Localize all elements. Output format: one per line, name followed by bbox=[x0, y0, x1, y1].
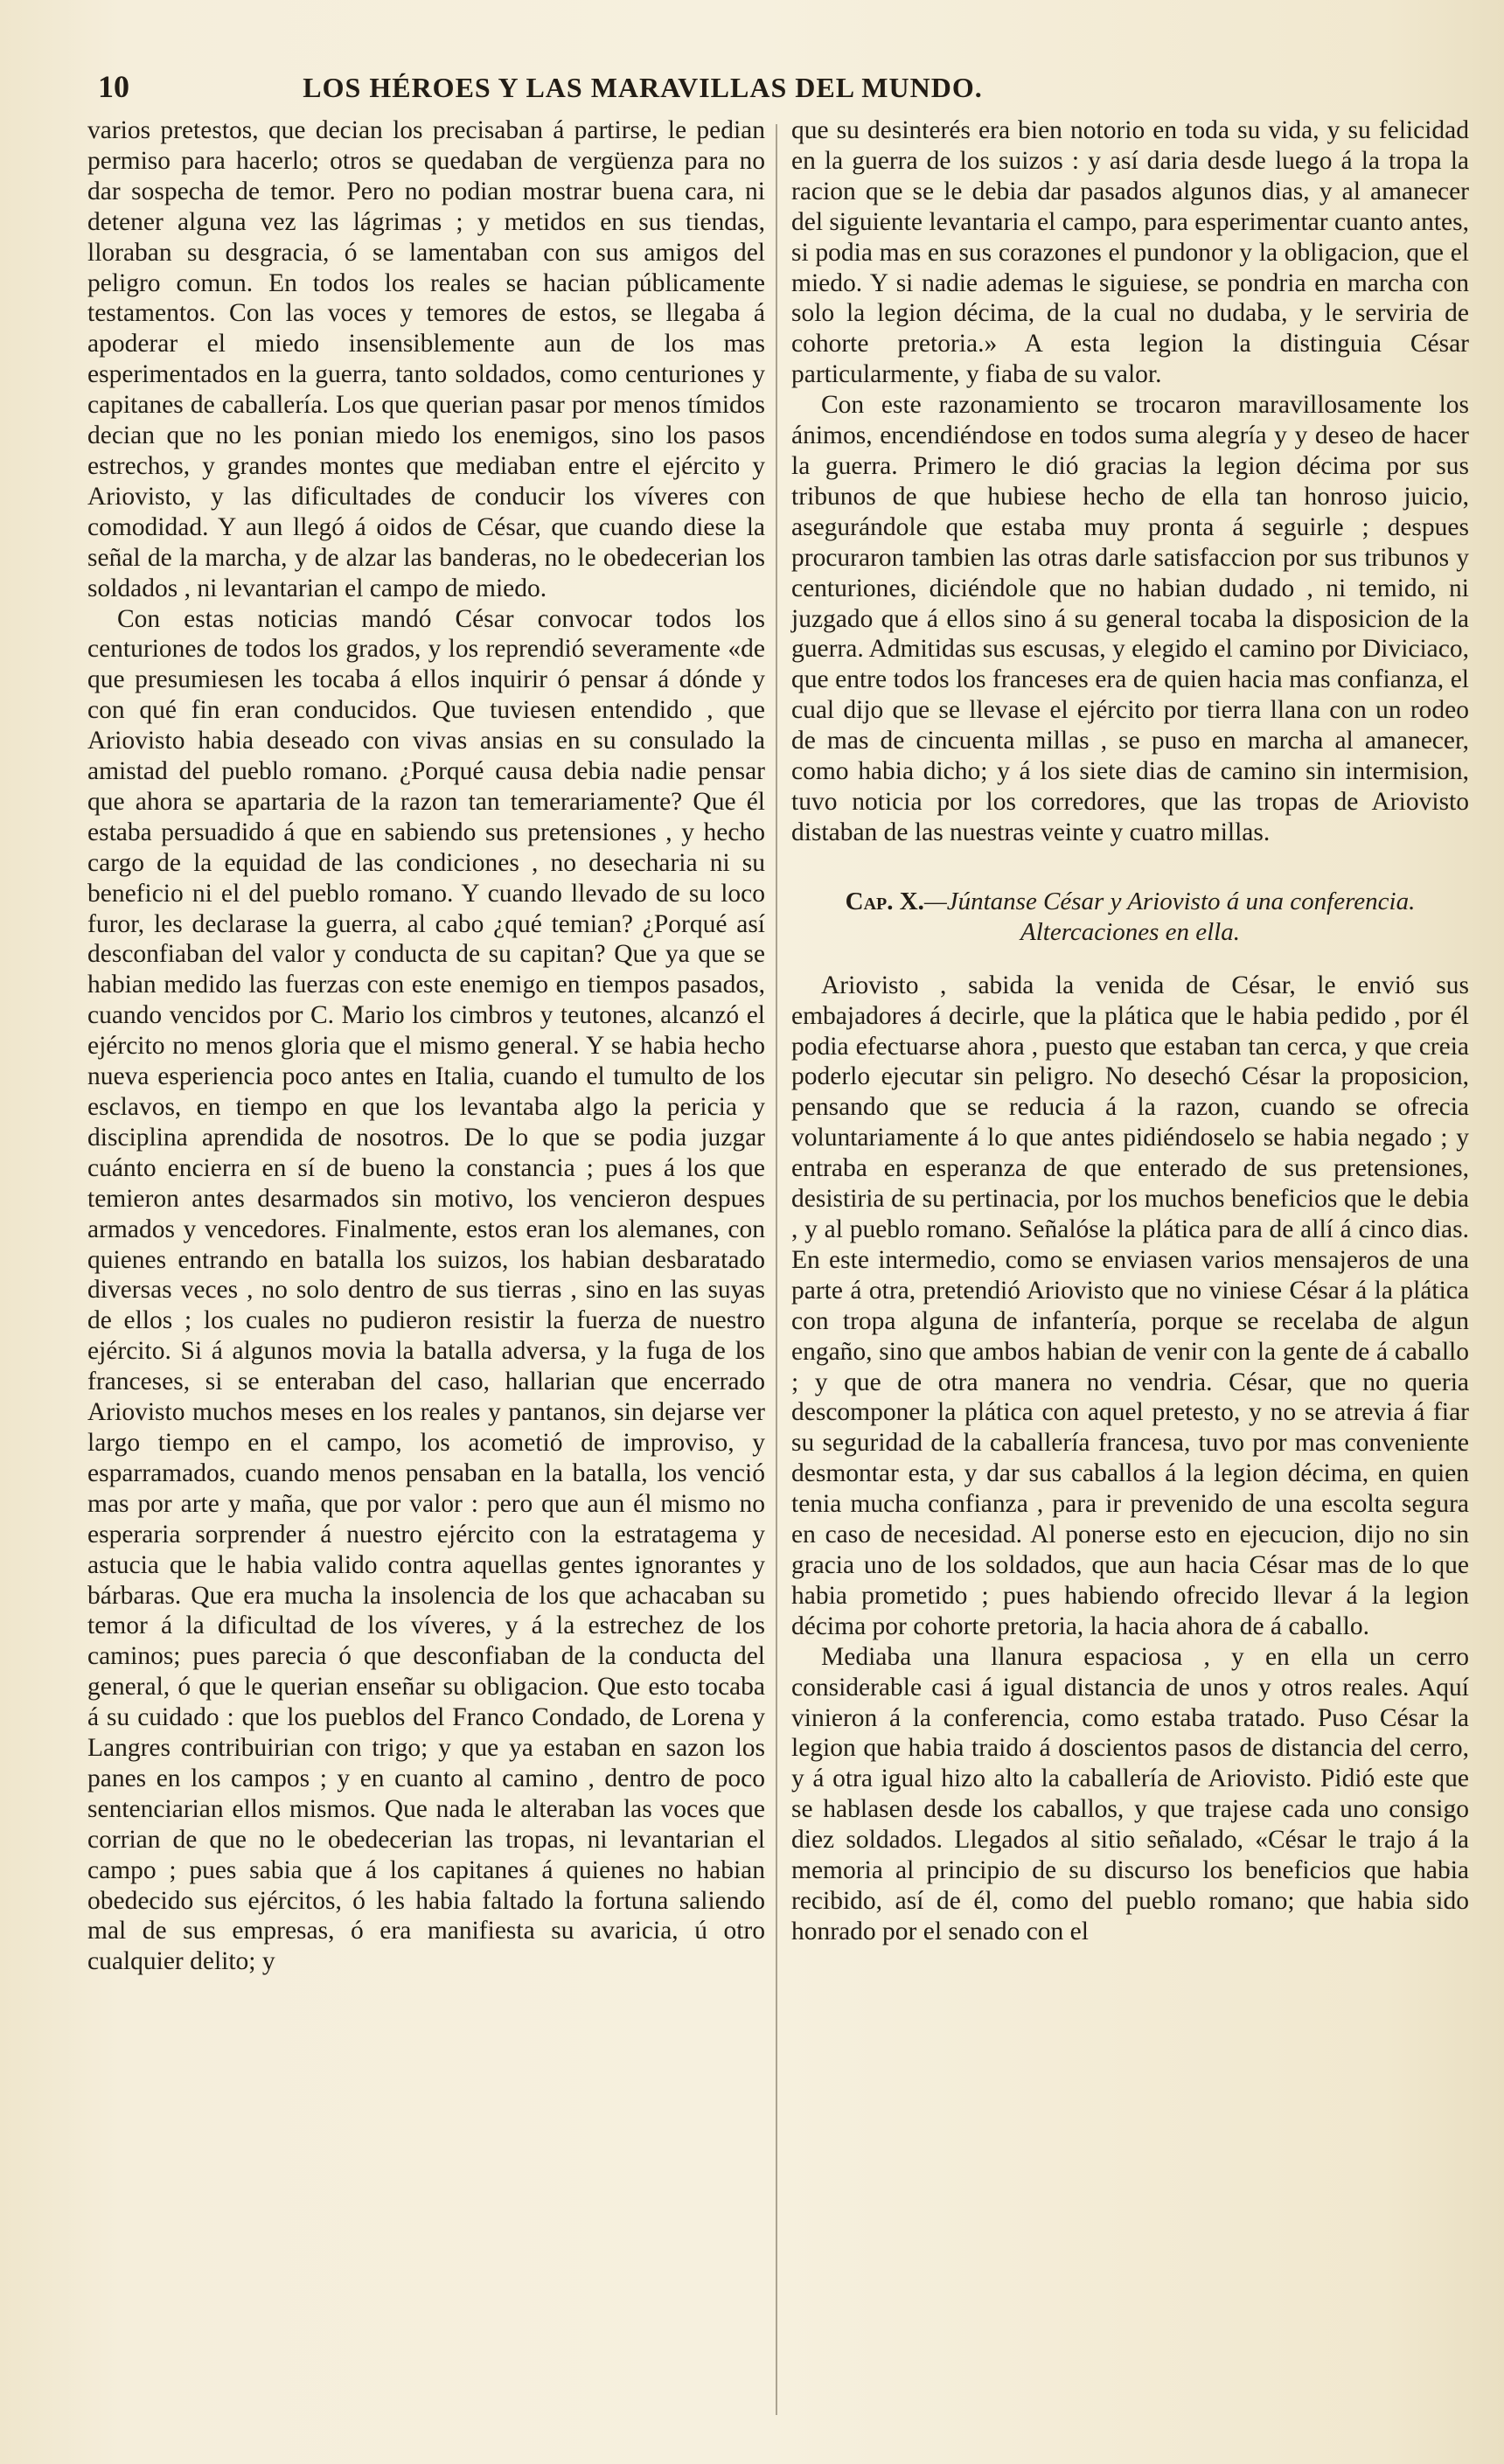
page-header bbox=[87, 68, 1452, 112]
text-columns bbox=[87, 115, 1469, 2433]
right-column bbox=[791, 115, 1469, 1947]
left-column bbox=[87, 115, 765, 1977]
right-paragraph-3: Ariovisto , sabida la venida de César, le envió sus embajadores á decirle, que la plática que le habia pedido , por él podia efectuarse ahora , puesto que estaban tan cerca, y que creia poderlo ejecutar sin peligro. No desechó César la proposicion, pensando que se reducia á la razon, cuando se ofrecia voluntariamente á lo que antes pidiéndoselo se habia negado ; y entraba en esperanza de que enterado de sus pretensiones, desistiria de su pertinacia, por los muchos beneficios que le debia , y al pueblo romano. Señalóse la plática para de allí á cinco dias. En este intermedio, como se enviasen varios mensajeros de una parte á otra, pretendió Ariovisto que no viniese César á la plática con tropa alguna de infantería, porque se recelaba de algun engaño, sino que ambos habian de venir con la gente de á caballo ; y que de otra manera no vendria. César, que no queria descomponer la plática con aquel pretesto, y no se atrevia á fiar su seguridad de la caballería francesa, tuvo por mas conveniente desmontar esta, y dar sus caballos á la legion décima, en quien tenia mucha confianza , para ir prevenido de una escolta segura en caso de necesidad. Al ponerse esto en ejecucion, dijo no sin gracia uno de los soldados, que aun hacia César mas de lo que habia prometido ; pues habiendo ofrecido llevar á la legion décima por cohorte pretoria, la hacia ahora de á caballo. bbox=[791, 971, 1469, 1640]
chapter-title: —Júntanse César y Ariovisto á una conferencia. Altercaciones en ella. bbox=[923, 887, 1416, 946]
left-paragraph-2: Con estas noticias mandó César convocar todos los centuriones de todos los grados, y los reprendió severamente «de que presumiesen les tocaba á ellos inquirir ó pensar á dónde y con qué fin eran conducidos. Que tuviesen entendido , que Ariovisto habia deseado con vivas ansias en su consulado la amistad del pueblo romano. ¿Porqué causa debia nadie pensar que ahora se apartaria de la razon tan temerariamente? Que él estaba persuadido á que en sabiendo sus pretensiones , y hecho cargo de la equidad de las condiciones , no desecharia ni su beneficio ni el del pueblo romano. Y cuando llevado de su loco furor, les declarase la guerra, al cabo ¿qué temian? ¿Porqué así desconfiaban del valor y conducta de su capitan? Que ya que se habian medido las fuerzas con este enemigo en tiempos pasados, cuando vencidos por C. Mario los cimbros y teutones, alcanzó el ejército no menos gloria que el mismo general. Y se habia hecho nueva esperiencia poco antes en Italia, cuando el tumulto de los esclavos, en tiempo en que los levantaba algo la pericia y disciplina aprendida de nosotros. De lo que se podia juzgar cuánto encierra en sí de bueno la constancia ; pues á los que temieron antes desarmados sin motivo, los vencieron despues armados y vencedores. Finalmente, estos eran los alemanes, con quienes entrando en batalla los suizos, los habian desbaratado diversas veces , no solo dentro de sus tierras , sino en las suyas de ellos ; los cuales no pudieron resistir la fuerza de nuestro ejército. Si á algunos movia la batalla adversa, y la fuga de los franceses, si se enteraban del caso, hallarian que encerrado Ariovisto muchos meses en los reales y pantanos, sin dejarse ver largo tiempo en el campo, los acometió de improviso, y esparramados, cuando menos pensaban en la batalla, los venció mas por arte y maña, que por valor : pero que aun él mismo no esperaria sorprender á nuestro ejército con la estratagema y astucia que le habia valido contra aquellas gentes ignorantes y bárbaras. Que era mucha la insolencia de los que achacaban su temor á la dificultad de los víveres, y á la estrechez de los caminos; pues parecia ó que desconfiaban de la conducta del general, ó que le querian enseñar su obligacion. Que esto tocaba á su cuidado : que los pueblos del Franco Condado, de Lorena y Langres contribuirian con trigo; y que ya estaban en sazon los panes en los campos ; y en cuanto al camino , dentro de poco sentenciarian ellos mismos. Que nada le alteraban las voces que corrian de que no le obedecerian las tropas, ni levantarian el campo ; pues sabia que á los capitanes á quienes no habian obedecido sus ejércitos, ó les habia faltado la fortuna saliendo mal de sus empresas, ó era manifiesta su avaricia, ú otro cualquier delito; y bbox=[87, 604, 765, 1976]
running-title: LOS HÉROES Y LAS MARAVILLAS DEL MUNDO. bbox=[303, 72, 983, 103]
right-paragraph-4: Mediaba una llanura espaciosa , y en ella un cerro considerable casi á igual distancia de unos y otros reales. Aquí vinieron á la conferencia, como estaba tratado. Puso César la legion que habia traido á doscientos pasos de distancia del cerro, y á otra igual hizo alto la caballería de Ariovisto. Pidió este que se hablasen desde los caballos, y que trajese cada uno consigo diez soldados. Llegados al sitio señalado, «César le trajo á la memoria al principio de su discurso los beneficios que habia recibido, así de él, como del pueblo romano; que habia sido honrado por el senado con el bbox=[791, 1642, 1469, 1945]
page-number: 10 bbox=[98, 69, 129, 104]
left-paragraph-1: varios pretestos, que decian los precisaban á partirse, le pedian permiso para hacerlo; otros se quedaban de vergüenza para no dar sospecha de temor. Pero no podian mostrar buena cara, ni detener alguna vez las lágrimas ; y metidos en sus tiendas, lloraban su desgracia, ó se lamentaban con sus amigos del peligro comun. En todos los reales se hacian públicamente testamentos. Con las voces y temores de estos, se llegaba á apoderar el miedo insensiblemente aun de los mas esperimentados en la guerra, tanto soldados, como centuriones y capitanes de caballería. Los que querian pasar por menos tímidos decian que no les ponian miedo los enemigos, sino los pasos estrechos, y grandes montes que mediaban entre el ejército y Ariovisto, y las dificultades de conducir los víveres con comodidad. Y aun llegó á oidos de César, que cuando diese la señal de la marcha, y de alzar las banderas, no le obedecerian los soldados , ni levantarian el campo de miedo. bbox=[87, 116, 765, 602]
chapter-label: Cap. X. bbox=[845, 887, 924, 915]
chapter-heading bbox=[791, 887, 1469, 948]
right-paragraph-2: Con este razonamiento se trocaron maravillosamente los ánimos, encendiéndose en todos suma alegría y y deseo de hacer la guerra. Primero le dió gracias la legion décima por sus tribunos de que hubiese hecho de ella tan honroso juicio, asegurándole que estaba muy pronta á seguirle ; despues procuraron tambien las otras darle satisfaccion por sus tribunos y centuriones, diciéndole que no habian dudado , ni temido, ni juzgado que á ellos sino á su general tocaba la disposicion de la guerra. Admitidas sus escusas, y elegido el camino por Diviciaco, que entre todos los franceses era de quien hacia mas confianza, el cual dijo que se llevase el ejército por tierra llana con un rodeo de mas de cincuenta millas , se puso en marcha al amanecer, como habia dicho; y á los siete dias de camino sin intermision, tuvo noticia por los corredores, que las tropas de Ariovisto distaban de las nuestras veinte y cuatro millas. bbox=[791, 391, 1469, 846]
right-paragraph-1: que su desinterés era bien notorio en toda su vida, y su felicidad en la guerra de los suizos : y así daria desde luego á la tropa la racion que se le debia dar pasados algunos dias, y al amanecer del siguiente levantaria el campo, para esperimentar cuanto antes, si podia mas en sus corazones el pundonor y la obligacion, que el miedo. Y si nadie ademas le siguiese, se pondria en marcha con solo la legion décima, de la cual no dudaba, y le serviria de cohorte pretoria.» A esta legion la distinguia César particularmente, y fiaba de su valor. bbox=[791, 116, 1469, 389]
column-divider bbox=[776, 124, 777, 2415]
